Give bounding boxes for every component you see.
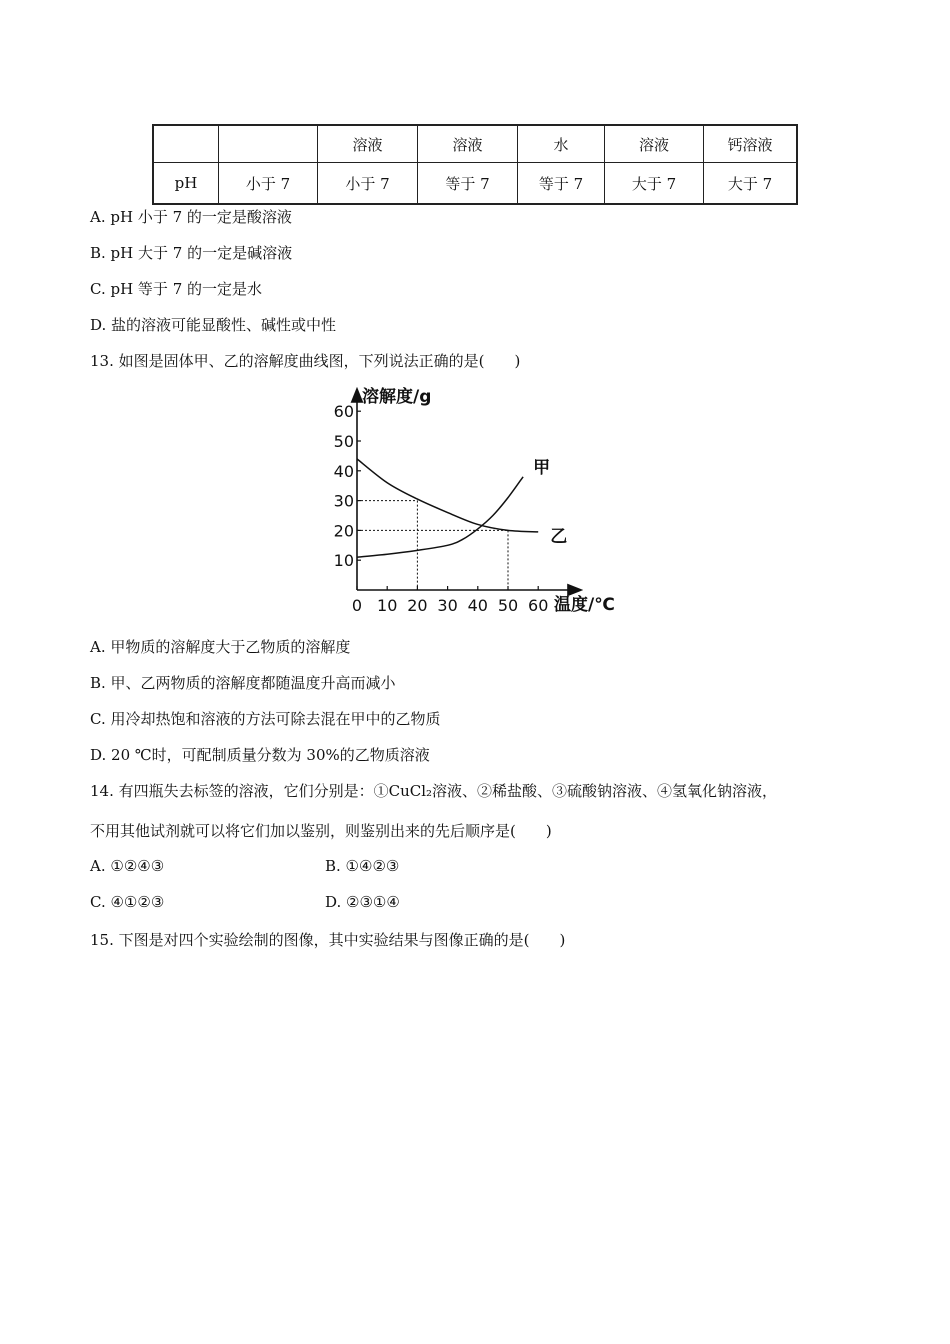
- solubility-chart: [320, 382, 630, 622]
- q14-stem-line2: 不用其他试剂就可以将它们加以鉴别，则鉴别出来的先后顺序是( ): [90, 822, 552, 840]
- y-tick-label: 30: [333, 491, 354, 511]
- q14-option-c: C. ④①②③: [90, 893, 165, 911]
- y-axis-label: 溶解度/g: [362, 387, 432, 407]
- x-tick-label: 50: [497, 596, 519, 615]
- series-line-2: [357, 459, 538, 532]
- table-cell: 溶液: [605, 125, 704, 163]
- x-tick-label: 0: [351, 596, 363, 615]
- y-tick-label: 10: [333, 551, 354, 571]
- y-tick-label: 50: [333, 432, 354, 451]
- series-label-2: 乙: [550, 526, 568, 547]
- q13-stem: 13. 如图是固体甲、乙的溶解度曲线图，下列说法正确的是( ): [90, 352, 521, 370]
- table-cell: 水: [518, 125, 605, 163]
- q12-option-c: C. pH 等于 7 的一定是水: [90, 280, 263, 298]
- table-cell: 溶液: [418, 125, 518, 163]
- q14-stem-line1: 14. 有四瓶失去标签的溶液，它们分别是：①CuCl₂溶液、②稀盐酸、③硫酸钠溶液、④氢氧化钠溶液，: [90, 782, 778, 800]
- table-cell: [219, 125, 318, 163]
- table-cell: 小于 7: [318, 163, 418, 205]
- table-cell: 大于 7: [704, 163, 798, 205]
- q14-option-d: D. ②③①④: [325, 893, 400, 911]
- y-tick-label: 40: [333, 461, 354, 481]
- table-cell: pH: [153, 163, 219, 205]
- table-row: [153, 163, 797, 205]
- table-cell: 钙溶液: [704, 125, 798, 163]
- q12-option-d: D. 盐的溶液可能显酸性、碱性或中性: [90, 316, 337, 334]
- table-cell: 等于 7: [518, 163, 605, 205]
- series-label-1: 甲: [533, 457, 551, 478]
- ph-table: [152, 124, 798, 205]
- x-tick-label: 20: [407, 596, 428, 615]
- q12-option-a: A. pH 小于 7 的一定是酸溶液: [90, 208, 292, 226]
- y-tick-label: 60: [333, 402, 354, 422]
- table-header-row: [153, 125, 797, 163]
- q12-option-b: B. pH 大于 7 的一定是碱溶液: [90, 244, 293, 262]
- q13-option-c: C. 用冷却热饱和溶液的方法可除去混在甲中的乙物质: [90, 710, 441, 728]
- q14-option-b: B. ①④②③: [325, 857, 400, 875]
- y-tick-label: 20: [333, 521, 354, 541]
- q13-option-d: D. 20 ℃时，可配制质量分数为 30%的乙物质溶液: [90, 746, 430, 764]
- x-axis-label: 温度/℃: [554, 595, 615, 615]
- table-cell: 溶液: [318, 125, 418, 163]
- q13-option-a: A. 甲物质的溶解度大于乙物质的溶解度: [90, 638, 351, 656]
- series-line-1: [357, 477, 523, 557]
- table-cell: 大于 7: [605, 163, 704, 205]
- x-tick-label: 40: [467, 596, 488, 615]
- table-cell: [153, 125, 219, 163]
- x-tick-label: 60: [528, 596, 549, 615]
- q14-option-a: A. ①②④③: [90, 857, 165, 875]
- x-tick-label: 30: [437, 596, 458, 615]
- table-cell: 等于 7: [418, 163, 518, 205]
- q15-stem: 15. 下图是对四个实验绘制的图像，其中实验结果与图像正确的是( ): [90, 931, 566, 949]
- q13-option-b: B. 甲、乙两物质的溶解度都随温度升高而减小: [90, 674, 396, 692]
- table-cell: 小于 7: [219, 163, 318, 205]
- x-tick-label: 10: [377, 596, 398, 615]
